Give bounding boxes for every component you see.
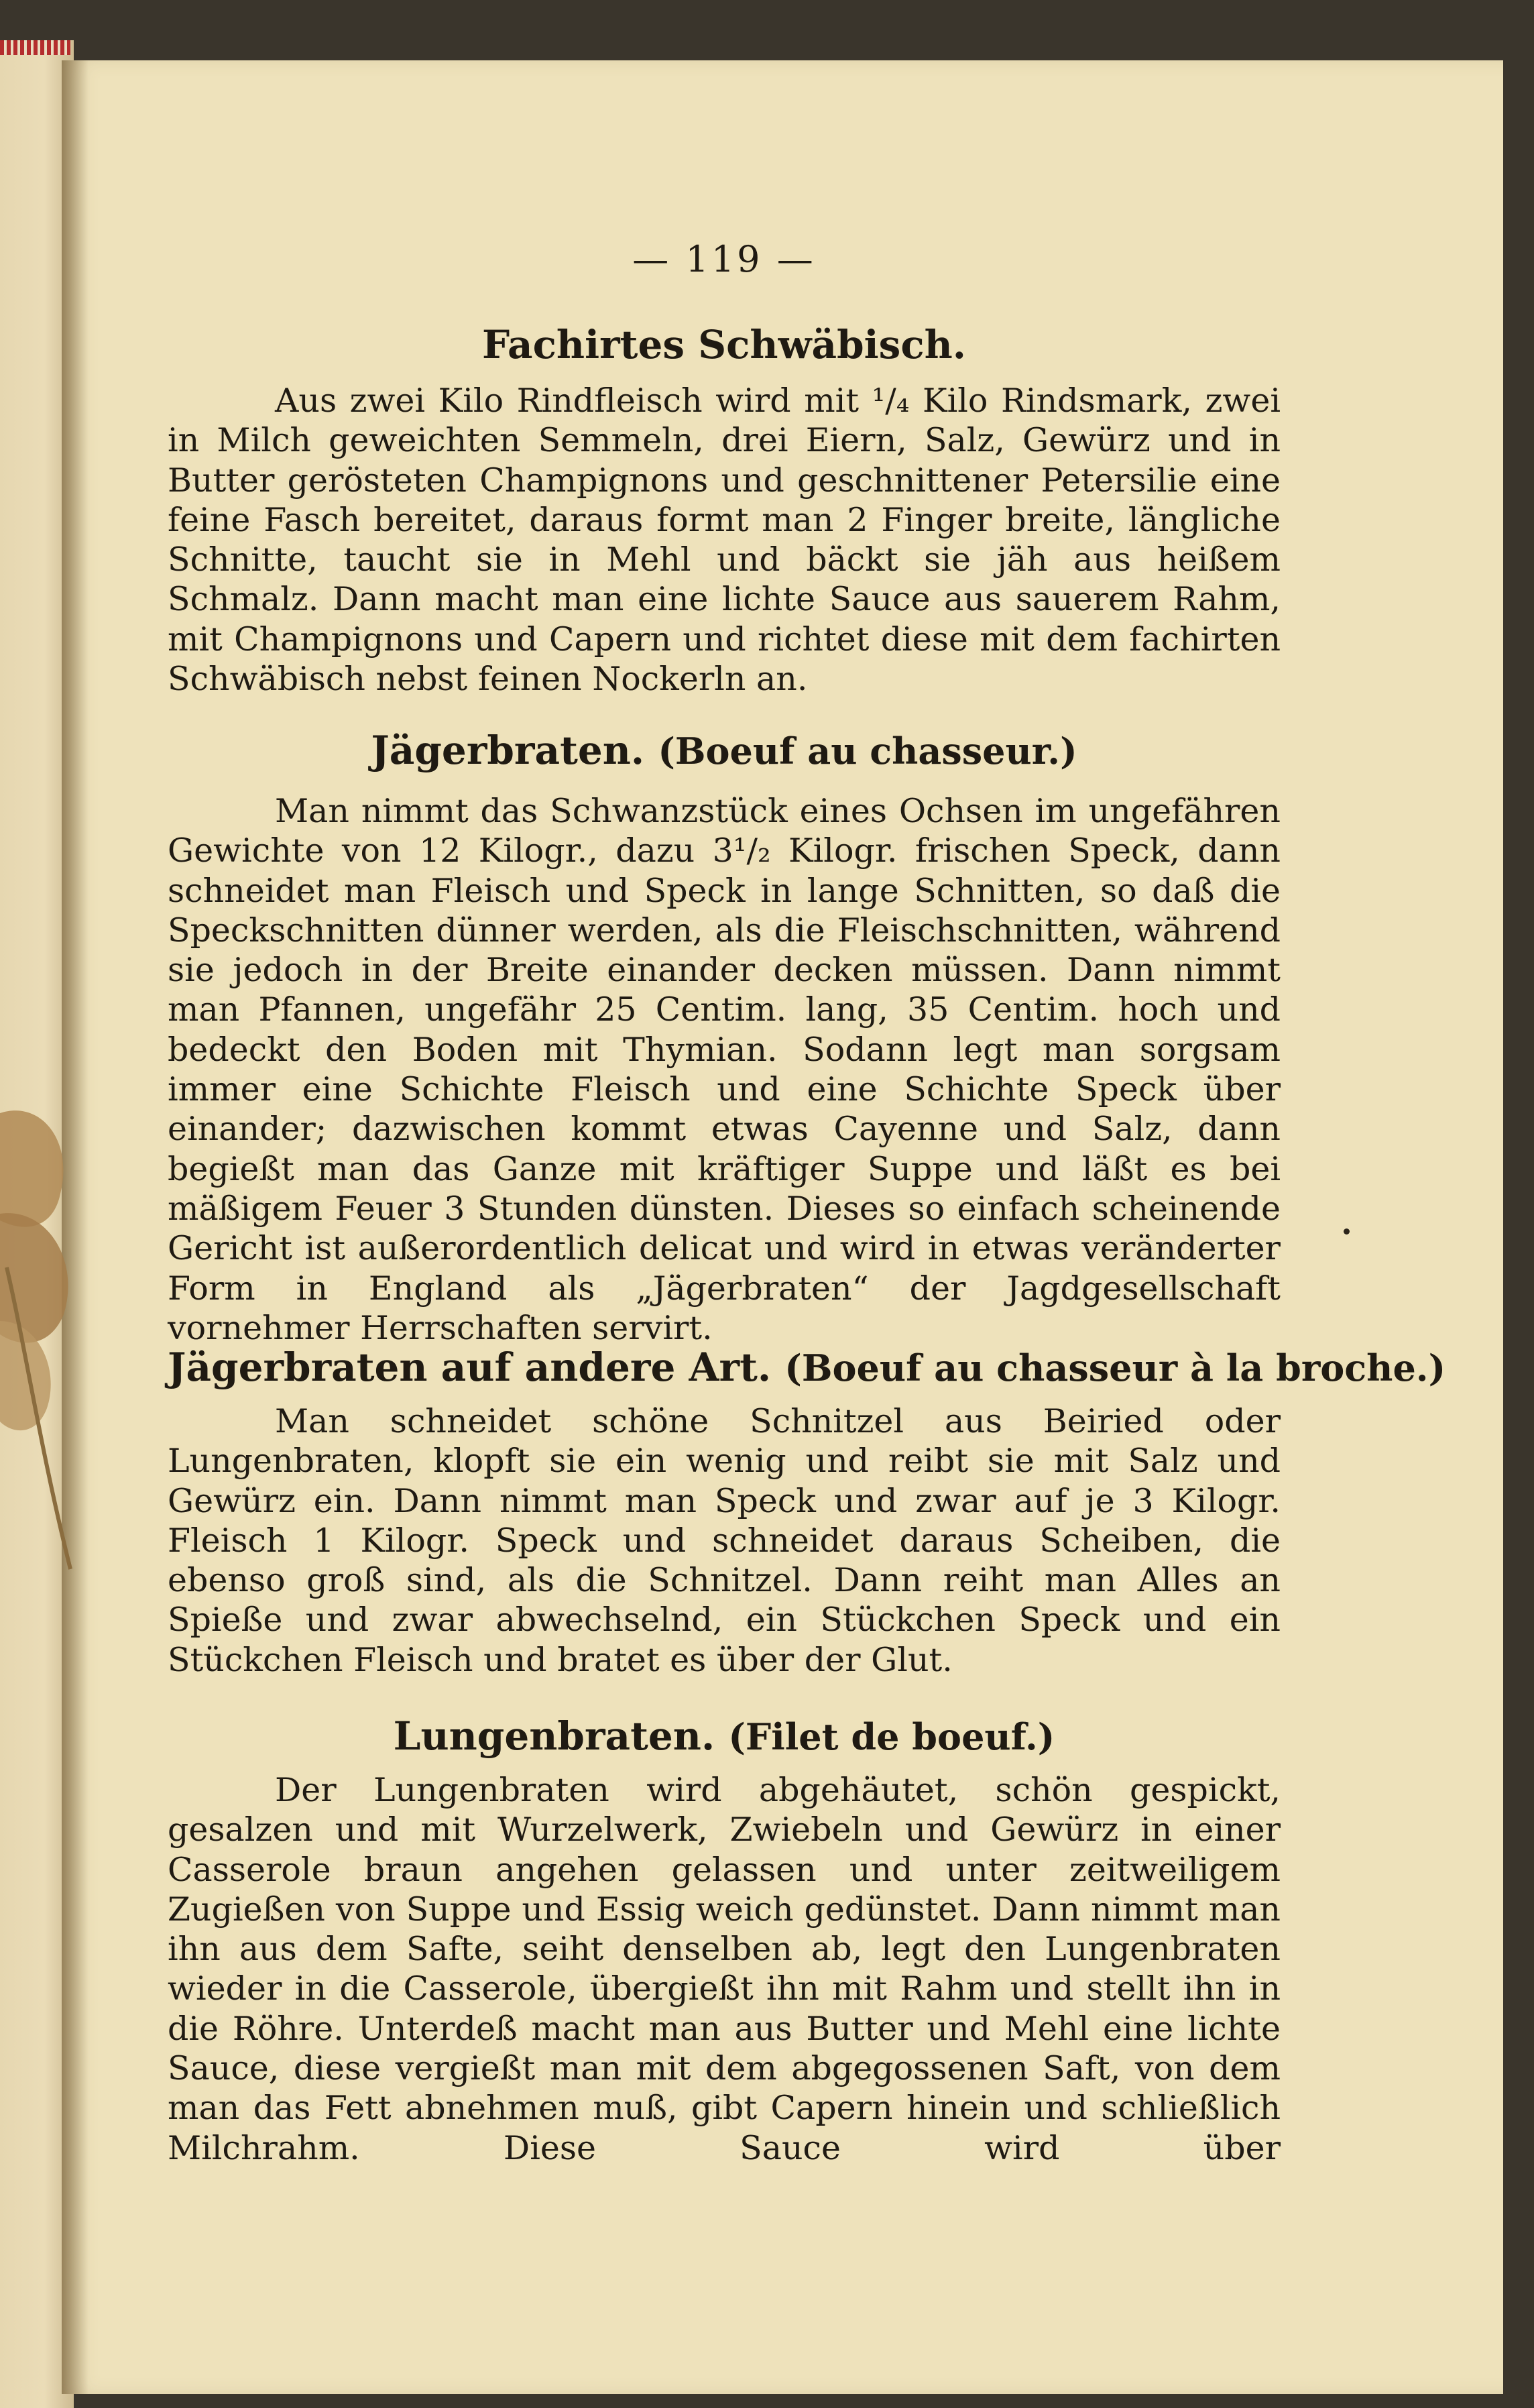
red-page-edge: [0, 40, 70, 55]
heading-subtitle: (Boeuf au chasseur à la broche.): [784, 1346, 1446, 1389]
paragraph-jaegerbraten: Man nimmt das Schwanzstück eines Ochsen im ungefähren Gewichte von 12 Kilogr., dazu 3¹/₂ Kilogr. frischen Speck, dann schneidet man Fleisch und Speck in lange Schnitten, so daß die Speckschnitten dünner werden, als die Fleischschnitten, während sie jedoch in der Breite einander decken müssen. Dann nimmt man Pfannen, ungefähr 25 Centim. lang, 35 Centim. hoch und bedeckt den Boden mit Thymian. Sodann legt man sorgsam immer eine Schichte Fleisch und eine Schichte Speck über einander; dazwischen kommt etwas Cayenne und Salz, dann begießt man das Ganze mit kräftiger Suppe und läßt es bei mäßigem Feuer 3 Stunden dünsten. Dieses so einfach scheinende Gericht ist außerordentlich delicat und wird in etwas veränderter Form in England als „Jägerbraten“ der Jagdgesellschaft vornehmer Herrschaften servirt.: [168, 792, 1281, 1347]
page-number: — 119 —: [632, 238, 816, 280]
paragraph-fachirtes-schwaebisch: Aus zwei Kilo Rindfleisch wird mit ¹/₄ Kilo Rindsmark, zwei in Milch geweichten Semmeln, drei Eiern, Salz, Gewürz und in Butter gerösteten Champignons und geschnittener Petersilie eine feine Fasch bereitet, daraus formt man 2 Finger breite, längliche Schnitte, taucht sie in Mehl und bäckt sie jäh aus heißem Schmalz. Dann macht man eine lichte Sauce aus sauerem Rahm, mit Champignons und Capern und richtet diese mit dem fachirten Schwäbisch nebst feinen Nockerln an.: [168, 382, 1281, 699]
heading-title: Jägerbraten.: [371, 728, 645, 773]
heading-lungenbraten: [168, 1713, 1281, 1759]
heading-subtitle: (Filet de boeuf.): [728, 1715, 1055, 1758]
heading-subtitle: (Boeuf au chasseur.): [658, 730, 1077, 772]
heading-jaegerbraten: [168, 728, 1281, 773]
ink-dot: [1344, 1228, 1350, 1235]
heading-jaegerbraten-andere-art: [168, 1344, 1446, 1390]
heading-title: Lungenbraten.: [393, 1713, 715, 1759]
paragraph-lungenbraten: Der Lungenbraten wird abgehäutet, schön gespickt, gesalzen und mit Wurzelwerk, Zwiebeln und Gewürz in einer Casserole braun angehen gelassen und unter zeitweiligem Zugießen von Suppe und Essig weich gedünstet. Dann nimmt man ihn aus dem Safte, seiht denselben ab, legt den Lungenbraten wieder in die Casserole, übergießt ihn mit Rahm und stellt ihn in die Röhre. Unterdeß macht man aus Butter und Mehl eine lichte Sauce, diese vergießt man mit dem abgegossenen Saft, von dem man das Fett abnehmen muß, gibt Capern hinein und schließlich Milchrahm. Diese Sauce wird über: [168, 1771, 1281, 2167]
heading-title: Jägerbraten auf andere Art.: [168, 1344, 772, 1390]
pressed-flower-image: [0, 1100, 80, 1583]
paragraph-jaegerbraten-andere-art: Man schneidet schöne Schnitzel aus Beiried oder Lungenbraten, klopft sie ein wenig und reibt sie mit Salz und Gewürz ein. Dann nimmt man Speck und zwar auf je 3 Kilogr. Fleisch 1 Kilogr. Speck und schneidet daraus Scheiben, die ebenso groß sind, als die Schnitzel. Dann reiht man Alles an Spieße und zwar abwechselnd, ein Stückchen Speck und ein Stückchen Fleisch und bratet es über der Glut.: [168, 1402, 1281, 1679]
heading-title: Fachirtes Schwäbisch.: [482, 322, 966, 367]
heading-fachirtes-schwaebisch: [168, 322, 1281, 367]
